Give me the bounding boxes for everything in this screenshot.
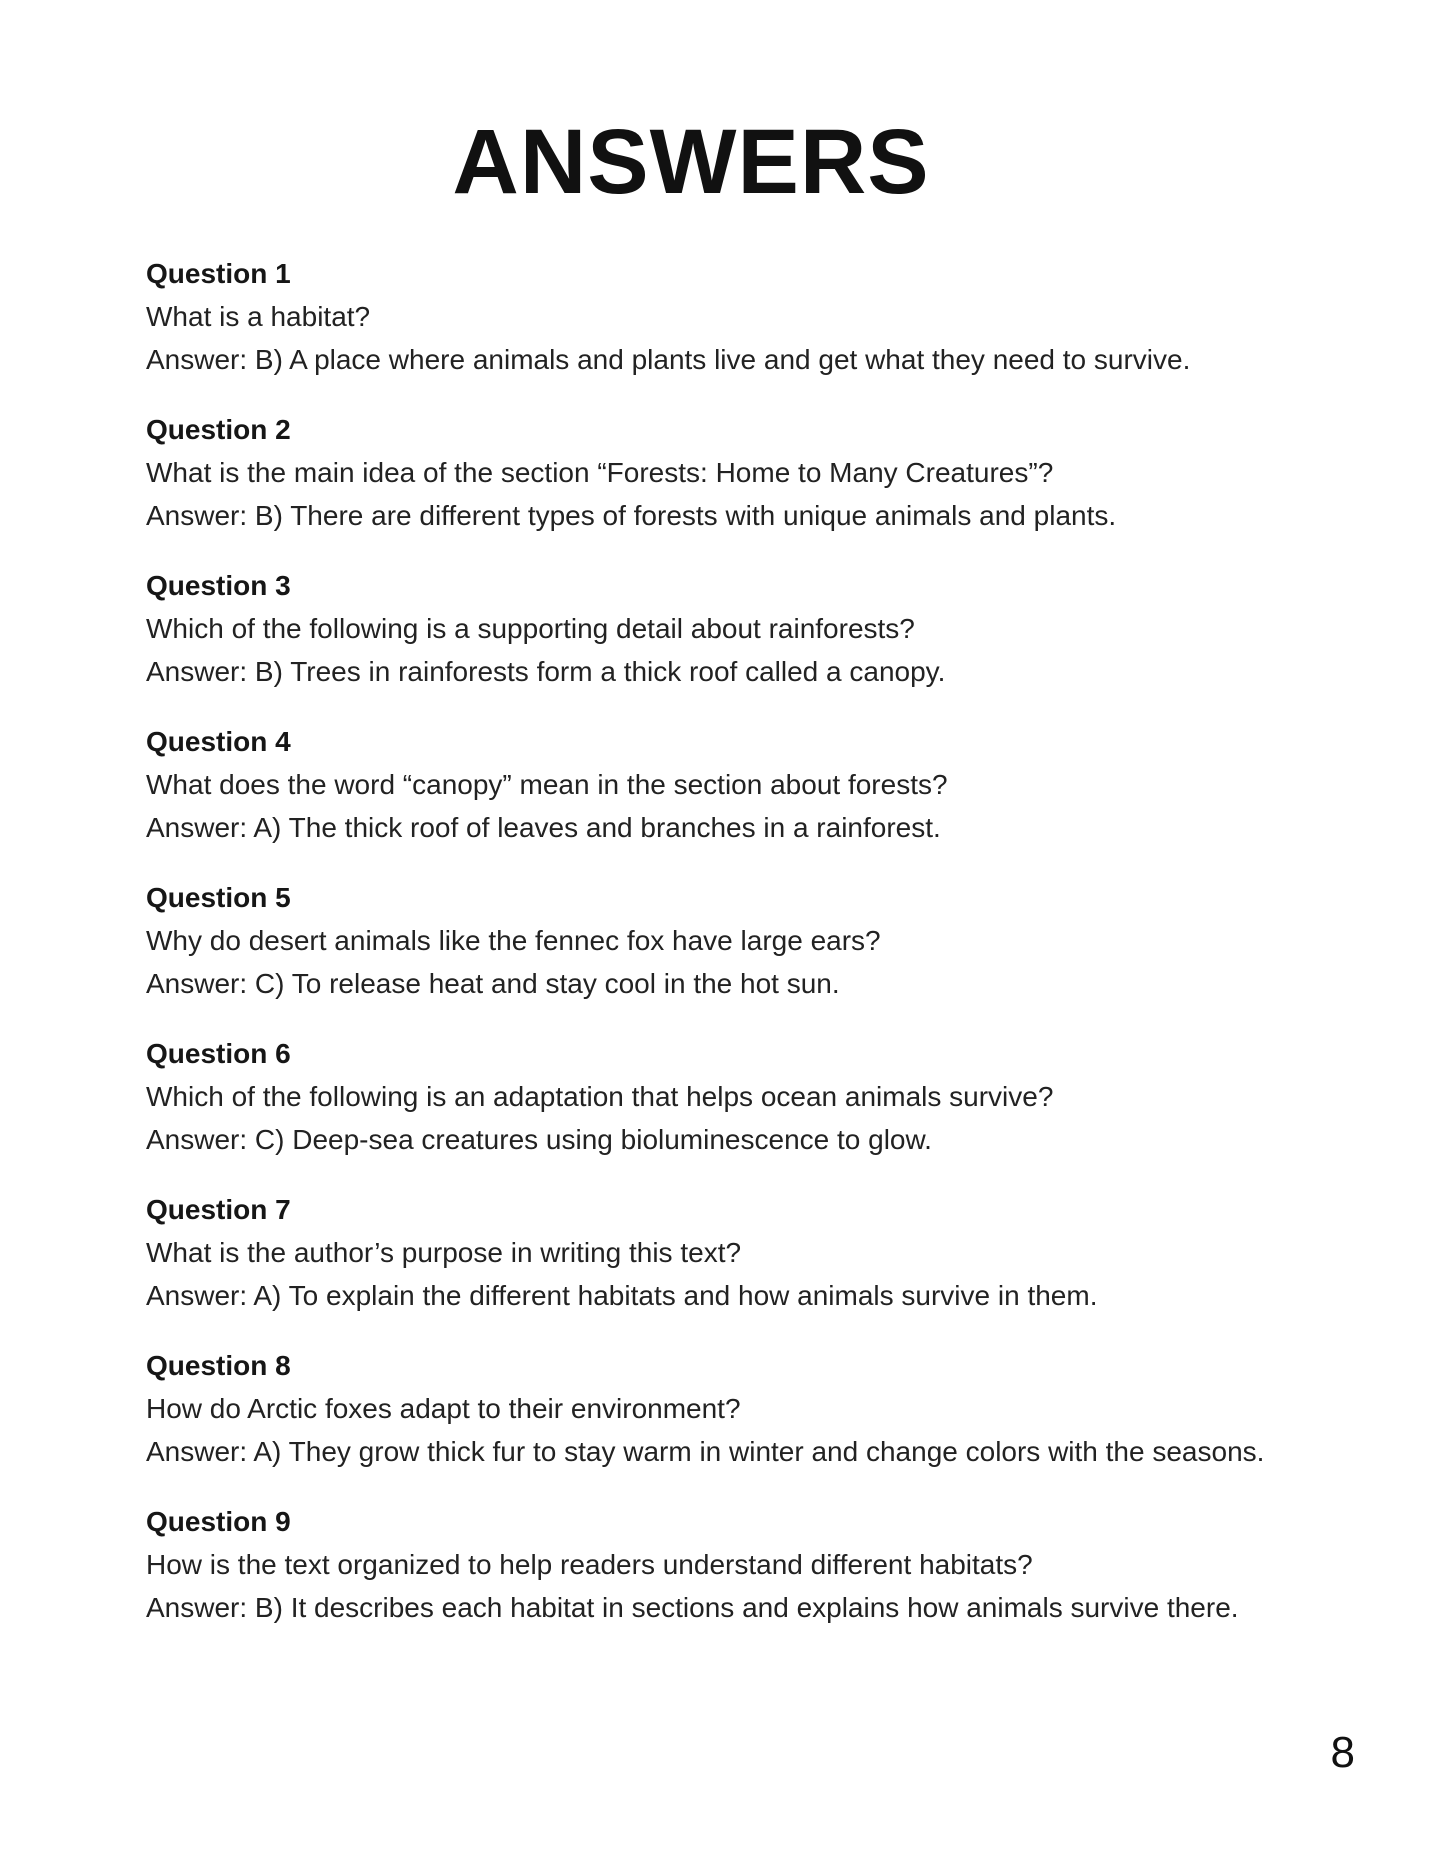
question-block <box>146 720 1336 849</box>
question-heading: Question 3 <box>146 570 291 601</box>
answer-text: Answer: A) The thick roof of leaves and branches in a rainforest. <box>146 812 941 843</box>
answer-text: Answer: B) A place where animals and plants live and get what they need to survive. <box>146 344 1191 375</box>
answer-text: Answer: C) To release heat and stay cool in the hot sun. <box>146 968 840 999</box>
question-text: How is the text organized to help readers understand different habitats? <box>146 1549 1033 1580</box>
question-text: What is the author’s purpose in writing this text? <box>146 1237 742 1268</box>
question-block <box>146 408 1336 537</box>
question-block <box>146 252 1336 381</box>
question-text: Which of the following is an adaptation that helps ocean animals survive? <box>146 1081 1054 1112</box>
question-block <box>146 1032 1336 1161</box>
page-number: 8 <box>1330 1728 1355 1777</box>
answer-text: Answer: C) Deep-sea creatures using bioluminescence to glow. <box>146 1124 932 1155</box>
answer-text: Answer: B) Trees in rainforests form a thick roof called a canopy. <box>146 656 946 687</box>
question-heading: Question 4 <box>146 726 291 757</box>
question-block <box>146 1344 1336 1473</box>
question-block <box>146 564 1336 693</box>
question-heading: Question 1 <box>146 258 291 289</box>
page-title: ANSWERS <box>452 111 930 213</box>
question-text: Which of the following is a supporting detail about rainforests? <box>146 613 915 644</box>
question-heading: Question 6 <box>146 1038 291 1069</box>
answer-text: Answer: A) To explain the different habitats and how animals survive in them. <box>146 1280 1098 1311</box>
question-heading: Question 8 <box>146 1350 291 1381</box>
question-text: What does the word “canopy” mean in the section about forests? <box>146 769 948 800</box>
answer-text: Answer: A) They grow thick fur to stay warm in winter and change colors with the seasons. <box>146 1436 1265 1467</box>
question-heading: Question 2 <box>146 414 291 445</box>
question-text: Why do desert animals like the fennec fox have large ears? <box>146 925 881 956</box>
answer-text: Answer: B) It describes each habitat in sections and explains how animals survive there. <box>146 1592 1239 1623</box>
question-text: How do Arctic foxes adapt to their environment? <box>146 1393 741 1424</box>
answer-text: Answer: B) There are different types of forests with unique animals and plants. <box>146 500 1117 531</box>
question-text: What is the main idea of the section “Forests: Home to Many Creatures”? <box>146 457 1054 488</box>
question-block <box>146 1500 1336 1629</box>
questions-list <box>146 252 1336 1629</box>
question-heading: Question 9 <box>146 1506 291 1537</box>
question-text: What is a habitat? <box>146 301 371 332</box>
question-block <box>146 1188 1336 1317</box>
question-block <box>146 876 1336 1005</box>
question-heading: Question 7 <box>146 1194 291 1225</box>
question-heading: Question 5 <box>146 882 291 913</box>
